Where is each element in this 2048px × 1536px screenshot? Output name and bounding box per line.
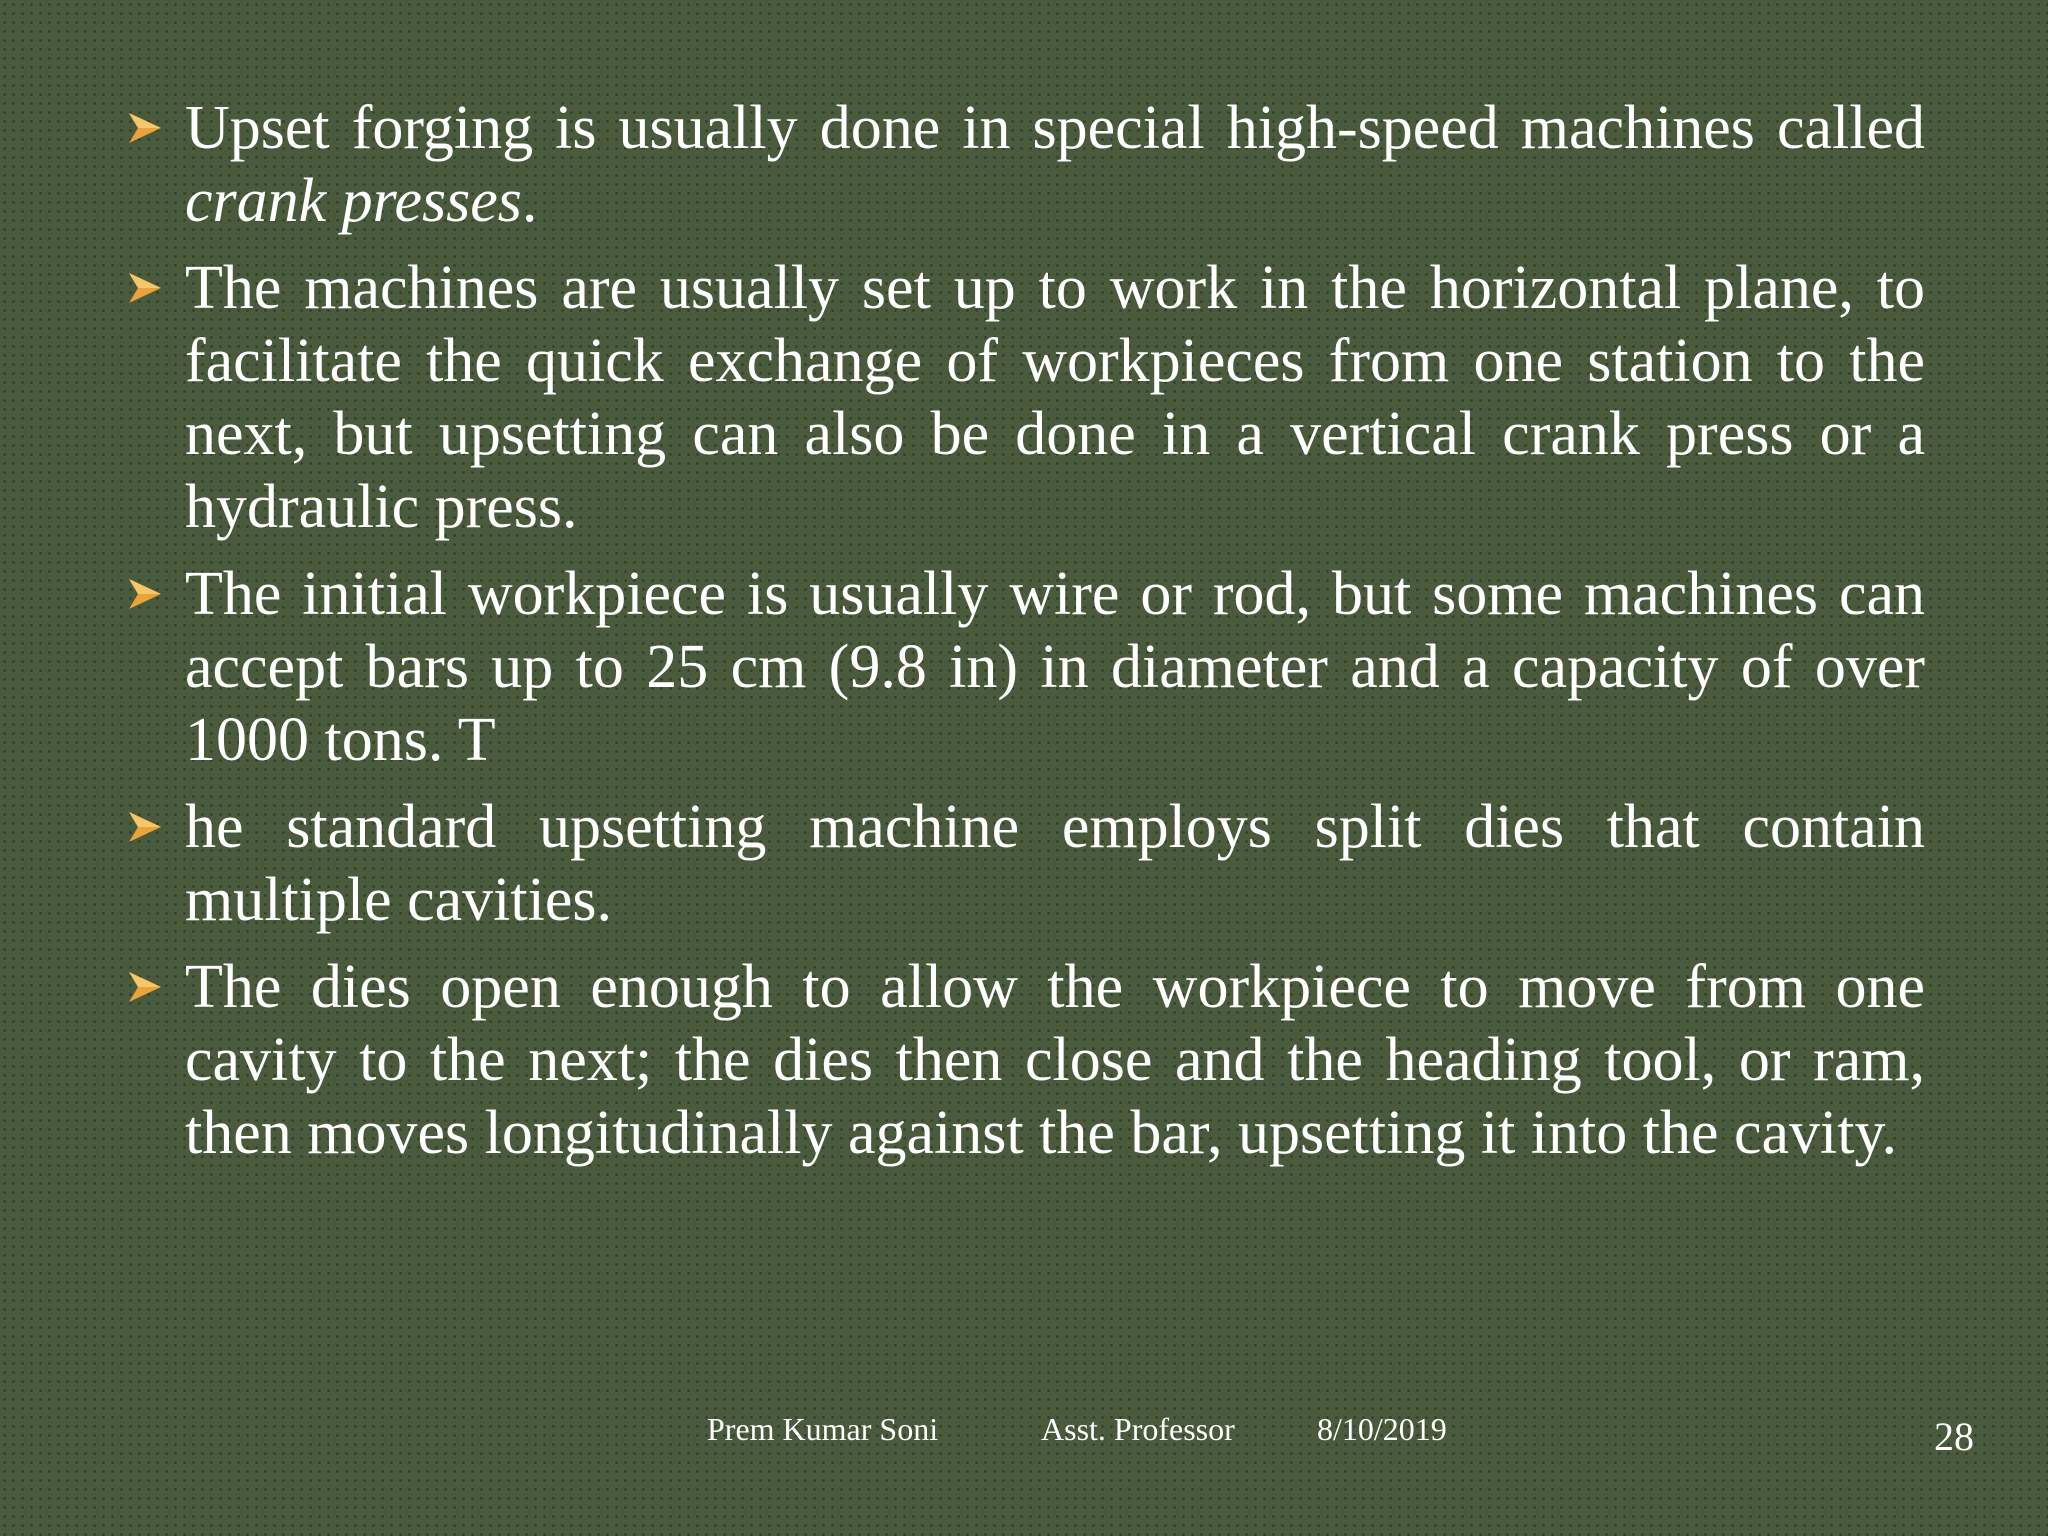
footer-author: Prem Kumar Soni xyxy=(707,1411,939,1447)
bullet-text: Upset forging is usually done in special high-speed machines called xyxy=(185,94,1925,162)
arrow-bullet-icon xyxy=(125,969,167,1005)
slide-number: 28 xyxy=(1934,1414,1974,1459)
bullet-item xyxy=(125,92,1925,238)
arrow-bullet-icon xyxy=(125,270,167,306)
footer-role: Asst. Professor xyxy=(1041,1411,1235,1447)
bullet-text: he standard upsetting machine employs split dies that contain multiple cavities. xyxy=(185,793,1925,934)
bullet-item xyxy=(125,252,1925,544)
arrow-bullet-icon xyxy=(125,576,167,612)
footer-date: 8/10/2019 xyxy=(1317,1411,1447,1447)
bullet-text: The initial workpiece is usually wire or rod, but some machines can accept bars up to 25 cm (9.8 in) in diameter and a capacity of over 1000 tons. T xyxy=(185,560,1925,774)
arrow-bullet-icon xyxy=(125,110,167,146)
bullet-text-end: . xyxy=(521,167,538,235)
bullet-item xyxy=(125,791,1925,937)
bullet-text: The machines are usually set up to work in the horizontal plane, to facilitate the quick exchange of workpieces from one station to the next, but upsetting can also be done in a vertical crank press or a hydraulic press. xyxy=(185,254,1925,541)
bullet-item xyxy=(125,951,1925,1170)
bullet-text: The dies open enough to allow the workpiece to move from one cavity to the next; the dies then close and the heading tool, or ram, then moves longitudinally against the bar, upsetting it into the cavity. xyxy=(185,953,1925,1167)
arrow-bullet-icon xyxy=(125,809,167,845)
bullet-emphasis: crank presses xyxy=(185,167,522,235)
slide-content xyxy=(125,92,1925,1184)
bullet-item xyxy=(125,558,1925,777)
